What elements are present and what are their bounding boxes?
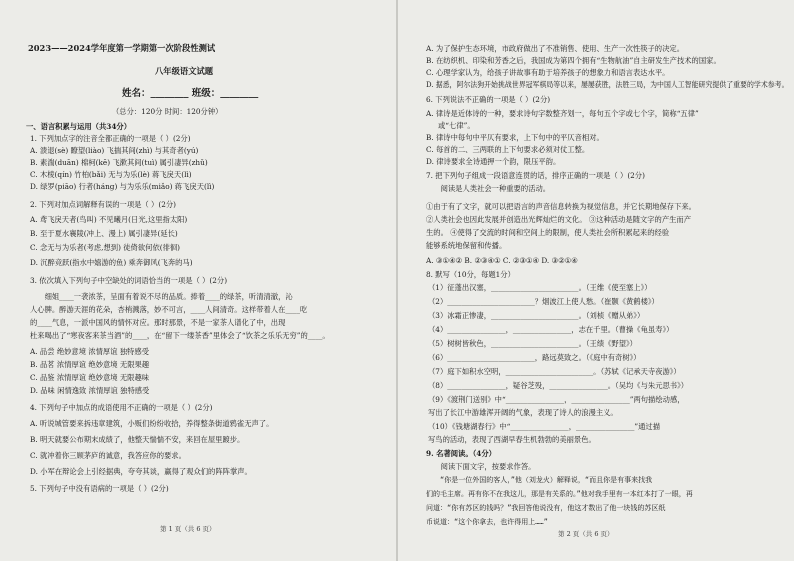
section-1-heading: 一、语言积累与运用（共34分）	[26, 122, 132, 131]
exam-subtitle: 八年级语文试题	[155, 66, 214, 76]
question-4-option-c: C. 就冲着你三顾茅庐的诚意，我答应你的要求。	[30, 451, 186, 460]
question-6: 6. 下列说法不正确的一项是（ ）(2分)	[426, 95, 551, 104]
question-9-instruction: 阅读下面文字，按要求作答。	[426, 462, 536, 471]
question-7-options: A. ③①④② B. ②③④① C. ②③①④ D. ③②①④	[426, 256, 578, 265]
page-1	[0, 0, 396, 561]
dictation-6: （6）________________________，路远莫致之。（《庭中有奇树》）	[428, 353, 641, 362]
question-7-sentence-4: 能够系统地保留和传播。	[426, 241, 507, 250]
question-3-option-b: B. 品茗 浓情厚谊 绝妙意境 无限果趣	[30, 360, 150, 369]
dictation-8: （8）________________，疑谷芝殁，________________。（吴均《与朱元思书》）	[428, 381, 689, 390]
question-3-passage-line-1: 细姐____一袭浓茶，呈面有着说不尽的品质。捧着____的绿茶，听清清澈，沁	[30, 292, 293, 301]
dictation-2: （2）________________________？烟波江上使人愁。（崔颢《黄鹤楼》）	[428, 297, 659, 306]
dictation-10: （10）《钱塘湖春行》中“________________，________________”通过描	[428, 422, 661, 431]
question-9-passage-line-4: 币说道：“这个你拿去，也许得用上……”	[426, 518, 548, 526]
question-2: 2. 下列对加点词解释有误的一项是（ ）(2分)	[30, 200, 176, 209]
question-5: 5. 下列句子中没有语病的一项是（ ）(2分)	[30, 484, 169, 493]
question-1-option-c: C. 木棱(qín) 竹柏(bǎi) 无与为乐(lè) 蒋飞戾天(lì)	[30, 170, 192, 179]
exam-title: 2023——2024学年度第一学期第一次阶段性测试	[28, 43, 216, 53]
question-3-option-c: C. 品鉴 浓情厚谊 绝妙意境 无限趣味	[30, 373, 150, 382]
question-9-passage-line-1: “你是一位外国的客人，”他（刘龙火）解释说，“而且你是有事来找我	[426, 476, 653, 484]
question-4-option-a: A. 听说城管要来拆违章建筑，小贩们纷纷收拾，养得整条街道鸦雀无声了。	[30, 419, 274, 428]
question-7-sentence-2: ②人类社会也因此发展并创造出光辉灿烂的文化。 ③这种活动是随文字的产生而产	[426, 215, 692, 224]
page-2	[398, 0, 794, 561]
question-6-option-b: B. 律诗中每句中平仄有要求，上下句中的平仄音相对。	[426, 133, 604, 142]
question-5-option-c: C. 心理学家认为，给孩子讲故事有助于培养孩子的想象力和语言表达水平。	[426, 68, 670, 77]
name-class-row: 姓名：________ 班级：________	[122, 88, 259, 99]
question-3-passage-line-3: 的____气息，一派中国风的情怀对应。那时那景，不是一家茶人谱化了中，出现	[30, 318, 286, 327]
question-1-option-a: A. 溃退(sè) 瞭望(liào) 飞揣其间(zhì) 与其奇者(yú)	[30, 146, 199, 155]
question-1-option-d: D. 绿罗(piāo) 行者(háng) 与为乐乐(miǎo) 蒋飞戾天(lì)	[30, 182, 215, 191]
question-2-option-b: B. 至于夏水襄陵(冲上、漫上) 属引凄异(延长)	[30, 229, 178, 238]
question-9-passage-line-3: 问道：“你有苏区的钱吗？”我回答他说没有，他这才数出了他一块钱的苏区纸	[426, 504, 666, 512]
dictation-4: （4）________________，________________，志在千里。（曹操《龟虽寿》）	[428, 325, 674, 334]
question-1: 1. 下列加点字的注音全都正确的一项是（ ）(2分)	[30, 134, 191, 143]
question-4: 4. 下列句子中加点的成语使用不正确的一项是（ ）(2分)	[30, 403, 213, 412]
question-5-option-b: B. 在纺织机、印染和芳香之后，我国成为第四个拥有“生物航油”自主研发生产技术的国家。	[426, 56, 721, 65]
question-5-option-d: D. 据悉，阿尔法狗开始挑战世界冠军棋局等以来，屡屡获胜，法胜三局，为中国人工智能研究提供了重要的学术参考。	[426, 80, 789, 89]
question-2-option-d: D. 沉醉竞跃(指水中嬉游的鱼) 乘奔御风(飞奔的马)	[30, 258, 193, 267]
dictation-3: （3）冰霜正惨凄，________________________。（刘桢《赠从弟》）	[428, 311, 645, 320]
dictation-10-cont: 写鸟的活动，表现了西湖早春生机勃勃的美丽景色。	[428, 435, 596, 444]
question-3-option-a: A. 品尝 绝妙意境 浓情厚谊 独特感受	[30, 347, 150, 356]
dictation-5: （5）树树皆秋色，________________________。（王绩《野望》）	[428, 339, 637, 348]
question-6-option-d: D. 律诗要求全诗通押一个韵，限压平韵。	[426, 157, 561, 166]
question-9-passage-line-2: 们的毛主席。再有你不在我这儿，那是有关系的。”他对我手里有一本红本打了一眼，再	[426, 490, 693, 498]
question-7-sentence-1: ①由于有了文字，就可以把语言的声音信息转换为视觉信息，并它长期地保存下来。	[426, 202, 696, 211]
question-2-option-c: C. 念无与为乐者(考虑,想到) 徒倚欲何依(徘徊)	[30, 243, 181, 252]
question-6-option-a-cont: 或“七律”。	[438, 121, 475, 130]
question-3-option-d: D. 品味 闲情逸致 浓情厚谊 独特感受	[30, 386, 150, 395]
question-3-passage-line-4: 杜来喝出了“寒夜客来茶当酒”的____，在“留下一缕茶香”里体会了“饮茶之乐乐无穷”的____。	[30, 331, 330, 340]
dictation-9: （9）《渡荆门送别》中“________________，________________”两句描绘动感，	[428, 395, 685, 404]
question-3-passage-line-2: 人心脾。醉游天涯的花朵，杏梢溅落，妙不可言，____人间清奇。这样带着人在____吃	[30, 305, 308, 314]
question-9: 9. 名著阅读。（4分）	[426, 449, 496, 458]
question-2-option-a: A. 鸢飞戾天者(鸟叫) 不见曦月(日光,这里指太阳)	[30, 215, 188, 224]
question-6-option-c: C. 每首的二、三两联的上下句要求必须对仗工整。	[426, 145, 590, 154]
dictation-1: （1）征蓬出汉塞，________________________。（王维《使至塞上》）	[428, 283, 652, 292]
question-1-option-b: B. 素湍(duān) 棉柯(kē) 飞漱其间(tuì) 属引凄异(zhǔ)	[30, 158, 208, 167]
question-4-option-d: D. 小军在辩论会上引经据典，夸夸其谈，赢得了观众们的阵阵掌声。	[30, 467, 252, 476]
question-5-option-a: A. 为了保护生态环境，市政府做出了不准销售、使用、生产一次性筷子的决定。	[426, 44, 684, 53]
question-8: 8. 默写（10分，每题1分）	[426, 270, 515, 279]
question-7: 7. 把下列句子组成一段语意连贯的话，排序正确的一项是（ ）(2分)	[426, 171, 645, 180]
score-time-row: （总分：120分 时间：120分钟）	[112, 107, 223, 116]
dictation-7: （7）庭下如积水空明，________________________。（苏轼《记承天寺夜游》）	[428, 367, 681, 376]
page-2-footer: 第 2 页（共 6 页）	[558, 530, 614, 538]
question-4-option-b: B. 明天就要公布期末成绩了，他整天惴惴不安，来回在屋里踱步。	[30, 435, 245, 444]
page-1-footer: 第 1 页（共 6 页）	[160, 525, 216, 533]
question-6-option-a: A. 律诗是近体诗的一种，要求诗句字数整齐划一，每句五个字或七个字，简称“五律”	[426, 109, 699, 118]
question-3: 3. 依次填入下列句子中空缺处的词语恰当的一项是（ ）(2分)	[30, 276, 228, 285]
dictation-9-cont: 写出了长江中游雄浑开阔的气象，表现了诗人的浪漫主义。	[428, 408, 618, 417]
question-7-sentence-3: 生的。 ④使得了交流的时间和空间上的限制，使人类社会所积累起来的经验	[426, 228, 670, 237]
question-7-lead: 阅读是人类社会一种重要的活动。	[426, 184, 551, 193]
